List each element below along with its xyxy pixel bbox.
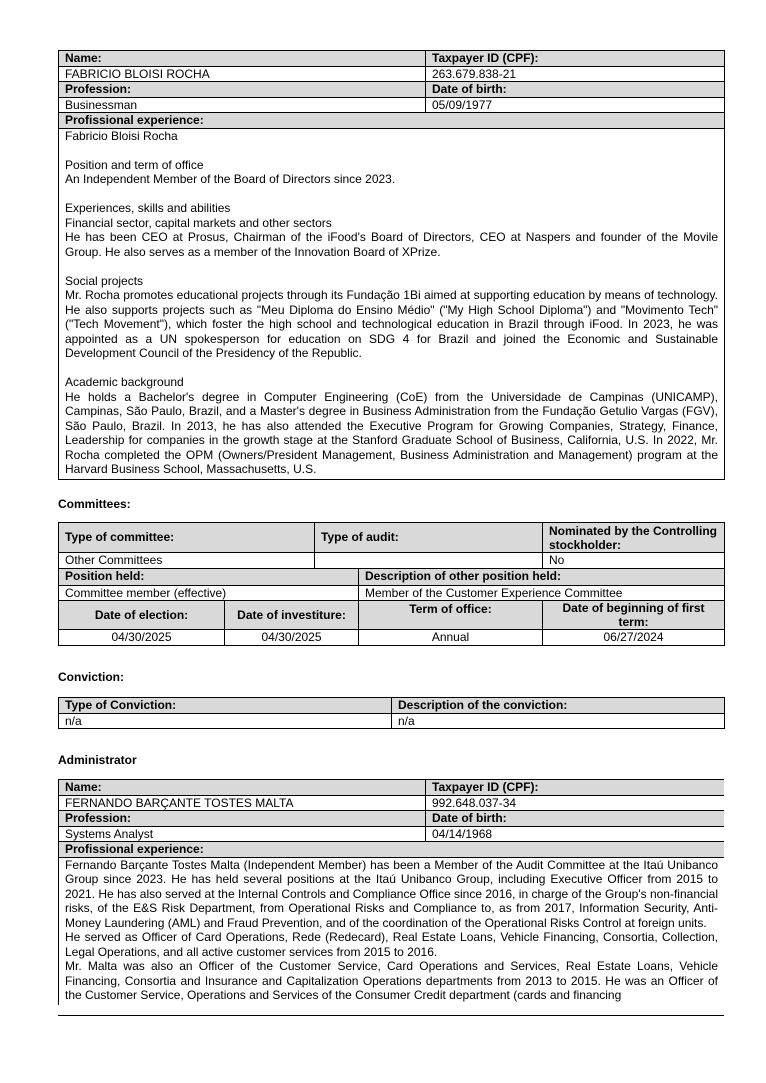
investiture-label: Date of investiture: [225,601,359,630]
committees-title: Committees: [58,497,131,511]
admin-profession-value: Systems Analyst [59,826,426,842]
position-label: Position held: [59,568,359,585]
term-value: Annual [359,630,543,646]
profession-label: Profession: [59,82,426,98]
investiture-value: 04/30/2025 [225,630,359,646]
first-term-value: 06/27/2024 [543,630,725,646]
experience-text [59,128,725,479]
other-position-value: Member of the Customer Experience Committee [359,585,725,601]
exp-line: Position and term of office [65,157,204,172]
audit-type-value [315,553,543,569]
admin-dob-value: 04/14/1968 [426,826,725,842]
exp-line: An Independent Member of the Board of Directors since 2023. [65,172,396,186]
exp-line: He holds a Bachelor's degree in Computer Engineering (CoE) from the Universidade de Campinas (UNICAMP), Campinas, São Paulo, Brazil, and a Master's degree in Business Administration from the Fundação Getulio Vargas (FGV), São Paulo, Brazil. In 2013, he has also attended the Executive Program for Growing Companies, Strategy, Finance, Leadership for companies in the growth stage at the Stanford Graduate School of Business, California, U.S. In 2022, Mr. Rocha completed the OPM (Owners/President Management, Business Administration and Management) program at the Harvard Business School, Massachusetts, U.S. [65,389,718,476]
conviction-desc-value: n/a [392,713,725,729]
name-label: Name: [59,51,426,67]
admin-cpf-label: Taxpayer ID (CPF): [426,780,725,796]
admin-profession-label: Profession: [59,811,426,827]
conviction-table [58,697,724,729]
admin-exp-line: He served as Officer of Card Operations, Rede (Redecard), Real Estate Loans, Vehicle Financing, Consortia, Collection, Legal Operations, and all active customer services from 2015 to 2016. [65,930,718,959]
nominated-label: Nominated by the Controlling stockholder: [543,523,725,553]
conviction-title: Conviction: [58,670,124,684]
conviction-desc-label: Description of the conviction: [392,698,725,714]
administrator-table [58,779,724,1016]
exp-line: Financial sector, capital markets and other sectors [65,215,332,230]
committee-type-label: Type of committee: [59,523,315,553]
exp-line: He has been CEO at Prosus, Chairman of the iFood's Board of Directors, CEO at Naspers and founder of the Movile Group. He also serves as a member of the Innovation Board of XPrize. [65,230,718,259]
exp-line: Social projects [65,273,144,288]
profession-value: Businessman [59,97,426,113]
conviction-type-value: n/a [59,713,392,729]
admin-exp-line: Fernando Barçante Tostes Malta (Independent Member) has been a Member of the Audit Committee at the Itaú Unibanco Group since 2023. He has held several positions at the Itaú Unibanco Group, including Executive Officer from 2015 to 2021. He has also served at the Internal Controls and Compliance Office since 2016, in charge of the Group's non-financial risks, of the E&S Risk Department, from Operational Risks and Compliance to, as from 2017, Information Security, Anti-Money Laundering (AML) and Fraud Prevention, and of the coordination of the Operational Risks Control at foreign units. [65,857,718,930]
admin-exp-line: Mr. Malta was also an Officer of the Customer Service, Card Operations and Services, Real Estate Loans, Vehicle Financing, Consortia and Insurance and Capitalization Operations departments from 2013 to 2015. He was an Officer of the Customer Service, Operations and Services of the Consumer Credit department (cards and financing [65,959,718,1002]
admin-name-value: FERNANDO BARÇANTE TOSTES MALTA [59,795,426,811]
cpf-value: 263.679.838-21 [426,66,725,82]
audit-type-label: Type of audit: [315,523,543,553]
cpf-label: Taxpayer ID (CPF): [426,51,725,67]
other-position-label: Description of other position held: [359,568,725,585]
name-value: FABRICIO BLOISI ROCHA [59,66,426,82]
first-term-label: Date of beginning of first term: [543,601,725,630]
exp-line: Academic background [65,375,184,389]
experience-label: Profissional experience: [59,113,725,129]
position-value: Committee member (effective) [59,585,359,601]
person1-table [58,50,724,480]
nominated-value: No [543,553,725,569]
administrator-title: Administrator [58,753,137,767]
exp-line: Fabricio Bloisi Rocha [65,128,178,143]
dob-label: Date of birth: [426,82,725,98]
dob-value: 05/09/1977 [426,97,725,113]
committees-table [58,522,724,646]
term-label: Term of office: [359,601,543,630]
admin-dob-label: Date of birth: [426,811,725,827]
admin-experience-label: Profissional experience: [59,842,725,858]
election-label: Date of election: [59,601,225,630]
committee-type-value: Other Committees [59,553,315,569]
exp-line: Experiences, skills and abilities [65,201,231,215]
exp-line: Mr. Rocha promotes educational projects through its Fundação 1Bi aimed at supporting education by means of technology. He also supports projects such as "Meu Diploma do Ensino Médio" ("My High School Diploma") and "Movimento Tech" ("Tech Movement"), which foster the high school and technological education in Brazil through iFood. In 2023, he was appointed as a UN spokesperson for education on SDG 4 for Brazil and joined the Economic and Sustainable Development Council of the Presidency of the Republic. [65,288,718,360]
election-value: 04/30/2025 [59,630,225,646]
admin-cpf-value: 992.648.037-34 [426,795,725,811]
conviction-type-label: Type of Conviction: [59,698,392,714]
admin-name-label: Name: [59,780,426,796]
admin-experience-text [59,857,725,1005]
